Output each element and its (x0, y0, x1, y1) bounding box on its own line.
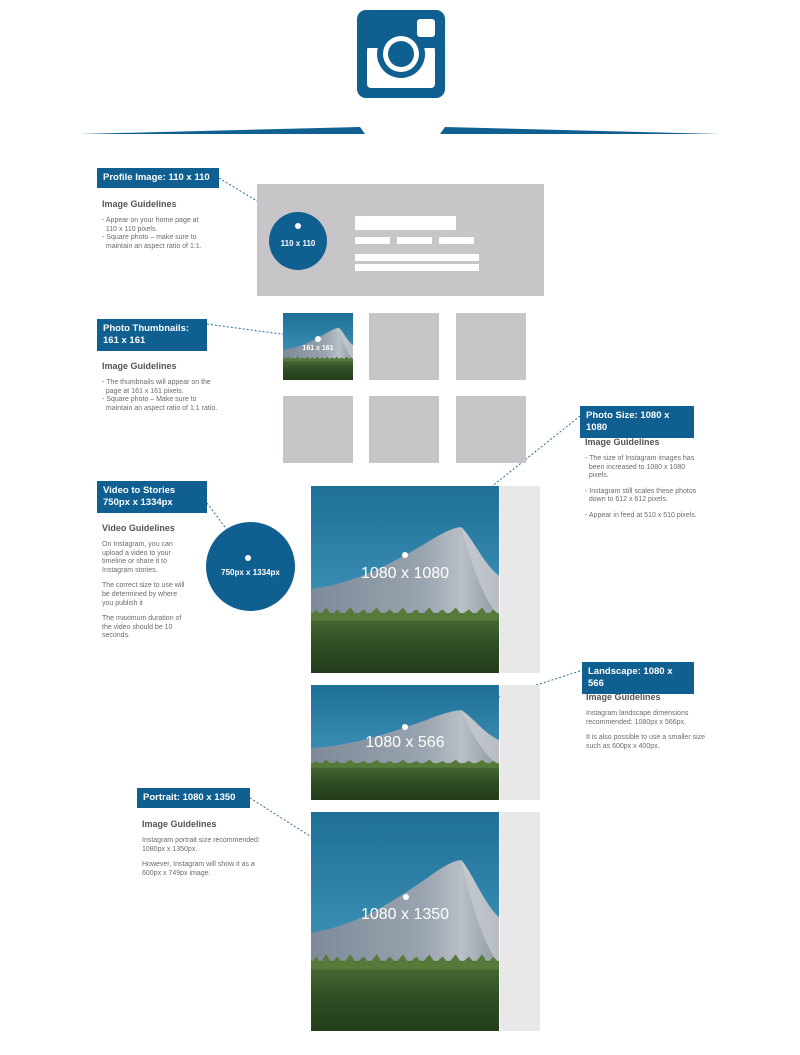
connector-dot (402, 724, 408, 730)
portrait-side-panel (500, 812, 540, 1031)
photo-size-guidelines-heading: Image Guidelines (585, 437, 660, 447)
portrait-guideline-paragraph: Instagram portrait size recommended: 1080px x 1350px. (142, 837, 260, 853)
thumbnails-guidelines-heading: Image Guidelines (102, 361, 177, 371)
instagram-logo-icon (357, 10, 445, 98)
thumbnail-placeholder (283, 396, 353, 463)
profile-guideline-item: - Appear on your home page at 110 x 110 pixels. (102, 217, 199, 233)
video-guideline-paragraph: The correct size to use will be determined by where you publish it (102, 582, 185, 607)
video-guideline-paragraph: On Instagram, you can upload a video to your timeline or share it to Instagram stories. (102, 541, 173, 574)
profile-bio-placeholder (355, 264, 479, 271)
video-stories-badge (97, 481, 207, 513)
video-stories-badge-line2: 750px x 1334px (103, 497, 173, 508)
video-stories-size-label: 750px x 1334px (221, 568, 280, 577)
connector-dot (402, 552, 408, 558)
connector-dot (295, 223, 301, 229)
profile-stat-placeholder (355, 237, 390, 244)
thumbnail-placeholder (369, 313, 439, 380)
header-divider (80, 125, 720, 137)
portrait-badge: Portrait: 1080 x 1350 (137, 788, 250, 808)
landscape-photo-size-label: 1080 x 566 (365, 734, 445, 751)
landscape-guideline-paragraph: Instagram landscape dimensions recommended: 1080px x 566px. (586, 710, 689, 726)
connector-dot (403, 894, 409, 900)
profile-stat-placeholder (439, 237, 474, 244)
feed-side-panel (500, 486, 540, 673)
thumbnails-guideline-item: - Square photo – Make sure to maintain an aspect ratio of 1:1 ratio. (102, 396, 218, 412)
photo-size-guideline-item: - Appear in feed at 510 x 510 pixels. (585, 511, 697, 519)
profile-name-placeholder (355, 216, 456, 230)
portrait-guidelines-text (142, 837, 302, 885)
photo-size-guideline-item: - The size of Instagram images has been increased to 1080 x 1080 pixels. (585, 455, 695, 480)
portrait-photo-size-label: 1080 x 1350 (360, 906, 450, 923)
profile-guidelines-heading: Image Guidelines (102, 199, 177, 209)
connector-dot (315, 336, 321, 342)
portrait-guideline-paragraph: However, Instagram will show it as a 600px x 749px image. (142, 861, 255, 877)
landscape-guidelines-heading: Image Guidelines (586, 692, 661, 702)
thumbnail-placeholder (456, 313, 526, 380)
photo-thumbnails-badge-line2: 161 x 161 (103, 335, 146, 346)
thumbnail-placeholder (369, 396, 439, 463)
video-stories-circle (206, 522, 295, 611)
video-stories-badge-line1: Video to Stories (103, 485, 176, 496)
photo-size-guideline-item: - Instagram still scales these photos down to 612 x 612 pixels. (585, 487, 697, 504)
photo-size-badge: Photo Size: 1080 x 1080 (580, 406, 694, 438)
thumbnails-guidelines-list (102, 379, 262, 413)
profile-bio-placeholder (355, 254, 479, 261)
photo-thumbnails-badge (97, 319, 207, 351)
profile-guidelines-list (102, 217, 252, 251)
landscape-guideline-paragraph: It is also possible to use a smaller size such as 600px x 400px. (586, 734, 706, 750)
thumbnail-size-label: 161 x 161 (302, 345, 334, 352)
portrait-guidelines-heading: Image Guidelines (142, 819, 217, 829)
profile-image-badge: Profile Image: 110 x 110 (97, 168, 219, 188)
photo-size-guidelines-list (585, 455, 755, 528)
profile-image-circle (269, 212, 327, 270)
profile-image-size-label: 110 x 110 (280, 238, 316, 248)
landscape-side-panel (500, 685, 540, 800)
photo-thumbnails-badge-line1: Photo Thumbnails: (103, 323, 190, 334)
thumbnail-placeholder (456, 396, 526, 463)
square-photo-size-label: 1080 x 1080 (360, 565, 450, 582)
video-guidelines-text (102, 541, 212, 648)
profile-guideline-item: - Square photo – make sure to maintain an aspect ratio of 1:1. (102, 234, 202, 250)
profile-stat-placeholder (397, 237, 432, 244)
video-guidelines-heading: Video Guidelines (102, 523, 175, 533)
landscape-badge: Landscape: 1080 x 566 (582, 662, 694, 694)
landscape-guidelines-text (586, 710, 766, 758)
video-guideline-paragraph: The maximum duration of the video should be 10 seconds. (102, 615, 182, 640)
connector-dot (245, 555, 251, 561)
thumbnails-guideline-item: - The thumbnails will appear on the page at 161 x 161 pixels. (102, 379, 211, 395)
